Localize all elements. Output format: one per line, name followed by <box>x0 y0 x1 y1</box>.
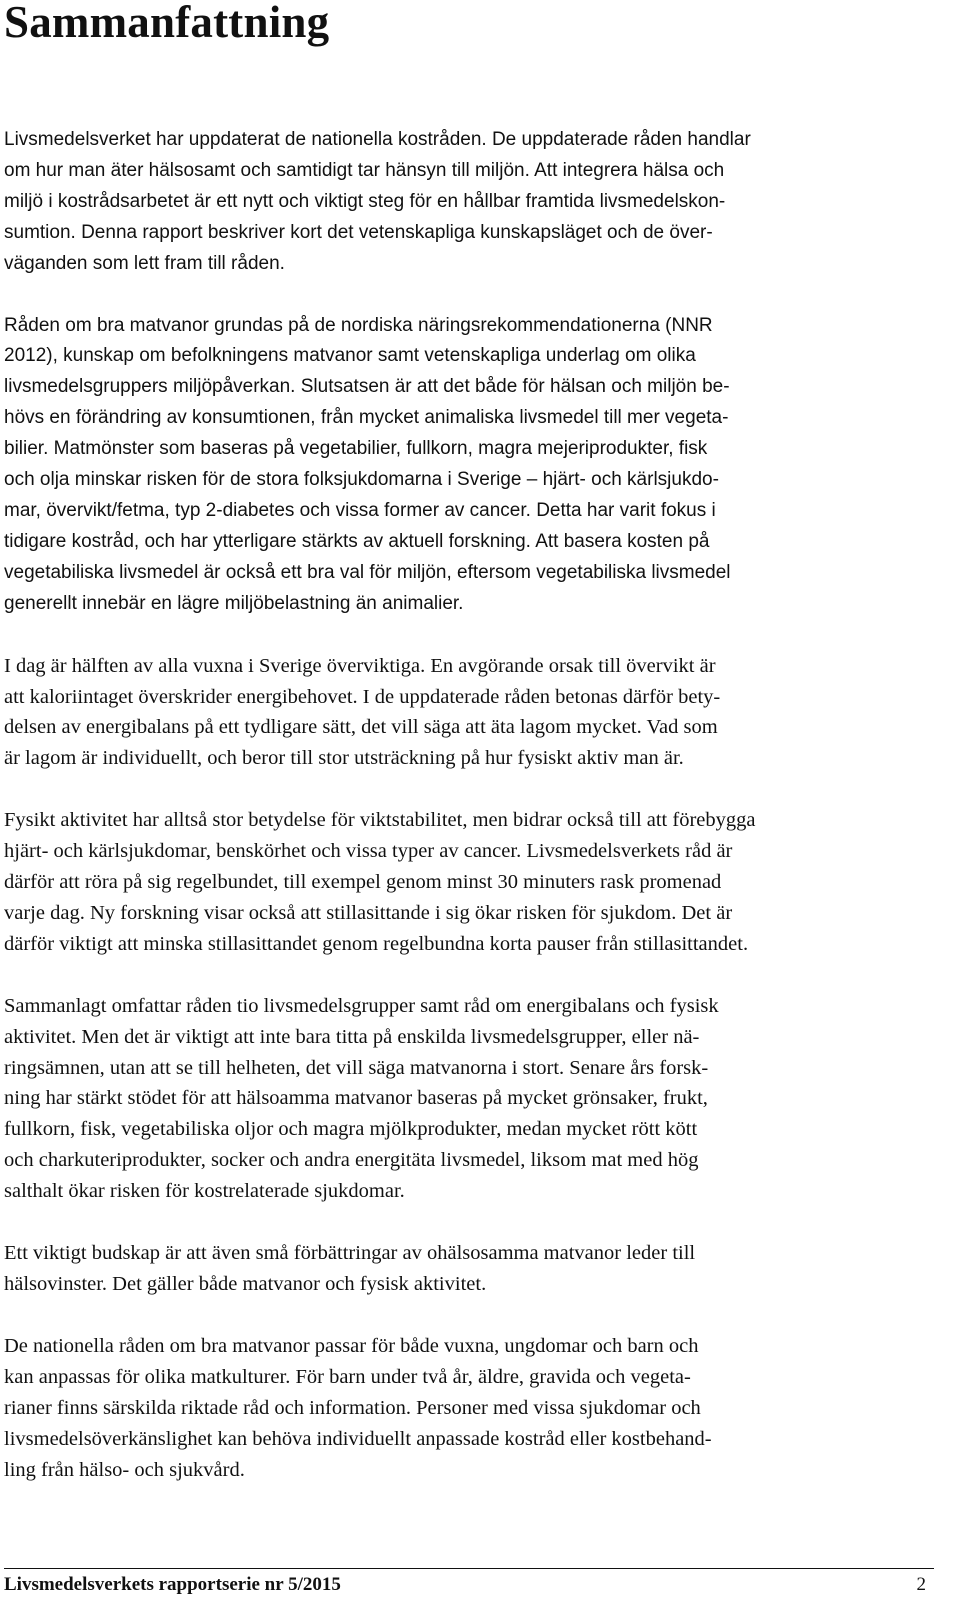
paragraph-6 <box>4 1238 934 1300</box>
text-line: hövs en förändring av konsumtionen, från mycket animaliska livsmedel till mer vegeta- <box>4 407 729 429</box>
text-line: därför att röra på sig regelbundet, till exempel genom minst 30 minuters rask promenad <box>4 871 722 894</box>
text-line: miljö i kostrådsarbetet är ett nytt och viktigt steg för en hållbar framtida livsmedelskon- <box>4 190 726 212</box>
paragraph-2 <box>4 311 934 620</box>
paragraph-5 <box>4 991 934 1207</box>
text-line: livsmedelsgruppers miljöpåverkan. Slutsatsen är att det både för hälsan och miljön be- <box>4 376 730 398</box>
text-line: Råden om bra matvanor grundas på de nordiska näringsrekommendationerna (NNR <box>4 314 713 336</box>
text-line: De nationella råden om bra matvanor passar för både vuxna, ungdomar och barn och <box>4 1334 699 1357</box>
paragraph-4 <box>4 805 934 960</box>
text-line: hälsovinster. Det gäller både matvanor och fysisk aktivitet. <box>4 1273 487 1295</box>
paragraph-3 <box>4 651 934 775</box>
text-line: I dag är hälften av alla vuxna i Sverige överviktiga. En avgörande orsak till övervikt är <box>4 654 716 677</box>
text-line: kan anpassas för olika matkulturer. För barn under två år, äldre, gravida och vegeta- <box>4 1365 691 1388</box>
text-line: och charkuteriprodukter, socker och andra energitäta livsmedel, liksom mat med hög <box>4 1149 699 1172</box>
text-line: att kaloriintaget överskrider energibehovet. I de uppdaterade råden betonas därför bety- <box>4 685 721 708</box>
text-line: hjärt- och kärlsjukdomar, benskörhet och vissa typer av cancer. Livsmedelsverkets råd är <box>4 840 733 863</box>
text-line: är lagom är individuellt, och beror till stor utsträckning på hur fysiskt aktiv man är. <box>4 747 684 770</box>
text-line: generellt innebär en lägre miljöbelastning än animalier. <box>4 592 464 614</box>
text-line: vegetabiliska livsmedel är också ett bra val för miljön, eftersom vegetabiliska livsmedel <box>4 561 731 583</box>
body-text <box>4 125 934 1516</box>
text-line: rianer finns särskilda riktade råd och information. Personer med vissa sjukdomar och <box>4 1396 701 1419</box>
text-line: aktivitet. Men det är viktigt att inte bara titta på enskilda livsmedelsgrupper, eller nä- <box>4 1025 700 1048</box>
text-line: salthalt ökar risken för kostrelaterade sjukdomar. <box>4 1180 405 1203</box>
text-line: ning har stärkt stödet för att hälsoamma matvanor baseras på mycket grönsaker, frukt, <box>4 1087 708 1110</box>
paragraph-1 <box>4 125 934 280</box>
text-line: Sammanlagt omfattar råden tio livsmedelsgrupper samt råd om energibalans och fysisk <box>4 994 719 1017</box>
text-line: Fysikt aktivitet har alltså stor betydelse för viktstabilitet, men bidrar också till att förebygga <box>4 809 756 832</box>
text-line: ringsämnen, utan att se till helheten, det vill säga matvanorna i stort. Senare års forsk- <box>4 1056 709 1079</box>
text-line: om hur man äter hälsosamt och samtidigt tar hänsyn till miljön. Att integrera hälsa och <box>4 159 725 181</box>
text-line: Livsmedelsverket har uppdaterat de nationella kostråden. De uppdaterade råden handlar <box>4 129 751 150</box>
text-line: varje dag. Ny forskning visar också att stillasittande i sig ökar risken för sjukdom. Det är <box>4 901 733 924</box>
text-line: livsmedelsöverkänslighet kan behöva individuellt anpassade kostråd eller kostbehand- <box>4 1427 712 1450</box>
text-line: därför viktigt att minska stillasittandet genom regelbundna korta pauser från stillasittandet. <box>4 932 749 955</box>
text-line: tidigare kostråd, och har ytterligare stärkts av aktuell forskning. Att basera kosten på <box>4 530 710 552</box>
page-title: Sammanfattning <box>4 0 330 47</box>
text-line: fullkorn, fisk, vegetabiliska oljor och magra mjölkprodukter, medan mycket rött kött <box>4 1118 698 1141</box>
text-line: och olja minskar risken för de stora folksjukdomarna i Sverige – hjärt- och kärlsjukdo- <box>4 469 719 491</box>
text-line: 2012), kunskap om befolkningens matvanor samt vetenskapliga underlag om olika <box>4 345 696 367</box>
paragraph-7 <box>4 1331 934 1486</box>
text-line: sumtion. Denna rapport beskriver kort det vetenskapliga kunskapsläget och de över- <box>4 221 713 243</box>
report-series-label: Livsmedelsverkets rapportserie nr 5/2015 <box>4 1574 341 1595</box>
text-line: ling från hälso- och sjukvård. <box>4 1458 245 1481</box>
text-line: delsen av energibalans på ett tydligare sätt, det vill säga att äta lagom mycket. Vad som <box>4 716 718 739</box>
page-footer <box>4 1568 934 1595</box>
text-line: mar, övervikt/fetma, typ 2-diabetes och vissa former av cancer. Detta har varit fokus i <box>4 499 716 521</box>
text-line: Ett viktigt budskap är att även små förbättringar av ohälsosamma matvanor leder till <box>4 1242 696 1265</box>
text-line: väganden som lett fram till råden. <box>4 252 285 274</box>
page-number: 2 <box>916 1574 926 1595</box>
text-line: bilier. Matmönster som baseras på vegetabilier, fullkorn, magra mejeriprodukter, fisk <box>4 438 708 460</box>
